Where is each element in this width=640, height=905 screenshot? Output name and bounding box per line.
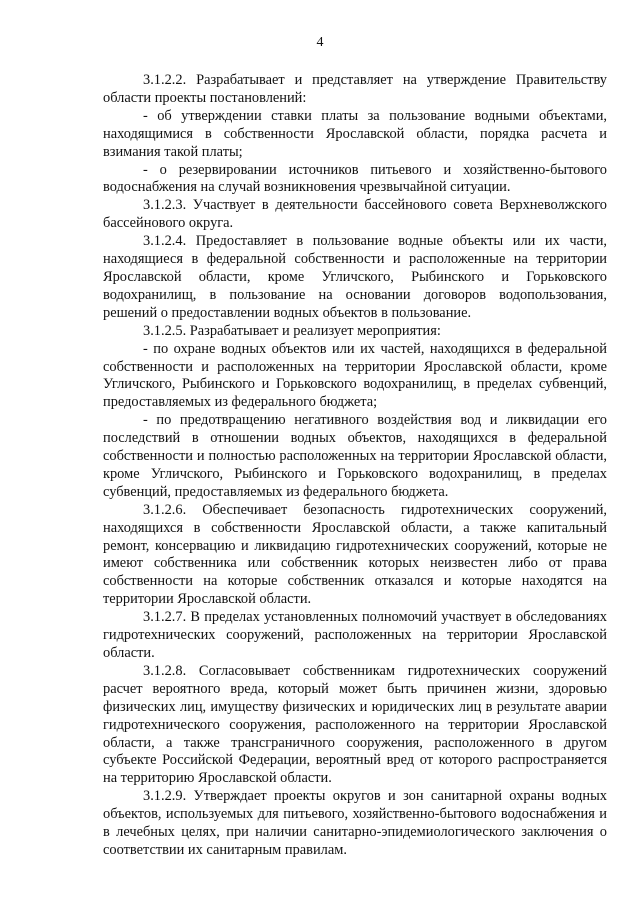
page-number: 4 [316, 35, 324, 50]
paragraph-3-1-2-2: 3.1.2.2. Разрабатывает и представляет на утверждение Правительству области проекты постановлений: [103, 72, 607, 106]
paragraph-3-1-2-8: 3.1.2.8. Согласовывает собственникам гидротехнических сооружений расчет вероятного вреда, который может быть причинен жизни, здоровью физических лиц, имуществу физических и юридических лиц в результате аварии гидротехнического сооружения, расположенного на территории Ярославской области, а также трансграничного сооружения, расположенного в другом субъекте Российской Федерации, вероятный вред от которого распространяется на территорию Ярославской области. [103, 662, 607, 787]
list-item-water-reserve: - о резервировании источников питьевого и хозяйственно-бытового водоснабжения на случай возникновения чрезвычайной ситуации. [103, 161, 607, 196]
paragraph-3-1-2-4: 3.1.2.4. Предоставляет в пользование водные объекты или их части, находящиеся в федеральной собственности и расположенные на территории Ярославской области, кроме Угличского, Рыбинского и Горьковского водохранилищ, в пользование на основании договоров водопользования, решений о предоставлении водных объектов в пользование. [103, 233, 607, 321]
paragraph-3-1-2-5: 3.1.2.5. Разрабатывает и реализует мероприятия: [143, 322, 441, 339]
document-body [103, 72, 607, 860]
paragraph-3-1-2-7: 3.1.2.7. В пределах установленных полномочий участвует в обследованиях гидротехнических сооружений, расположенных на территории Ярославской области. [103, 609, 607, 661]
paragraph-3-1-2-6: 3.1.2.6. Обеспечивает безопасность гидротехнических сооружений, находящихся в собственности Ярославской области, а также капитальный ремонт, консервацию и ликвидацию гидротехнических сооружений, которые не имеют собственника или собственник которых неизвестен либо от права собственности на которые собственник отказался и которые находятся на территории Ярославской области. [103, 501, 607, 608]
paragraph-3-1-2-3: 3.1.2.3. Участвует в деятельности бассейнового совета Верхневолжского бассейнового округа. [103, 197, 607, 232]
list-item-negative-impact: - по предотвращению негативного воздействия вод и ликвидации его последствий в отношении водных объектов, находящихся в федеральной собственности и полностью расположенных на территории Ярославской области, кроме Угличского, Рыбинского и Горьковского водохранилищ, в пределах субвенций, предоставляемых из федерального бюджета. [103, 412, 607, 500]
list-item-water-fee: - об утверждении ставки платы за пользование водными объектами, находящимися в собственности Ярославской области, порядка расчета и взимания такой платы; [103, 107, 607, 160]
paragraph-3-1-2-9: 3.1.2.9. Утверждает проекты округов и зон санитарной охраны водных объектов, используемых для питьевого, хозяйственно-бытового водоснабжения и в лечебных целях, при наличии санитарно-эпидемиологического заключения о соответствии их санитарным правилам. [103, 788, 607, 858]
list-item-water-protection: - по охране водных объектов или их частей, находящихся в федеральной собственности и расположенных на территории Ярославской области, кроме Угличского, Рыбинского и Горьковского водохранилищ, в пределах субвенций, предоставляемых из федерального бюджета; [103, 340, 607, 411]
